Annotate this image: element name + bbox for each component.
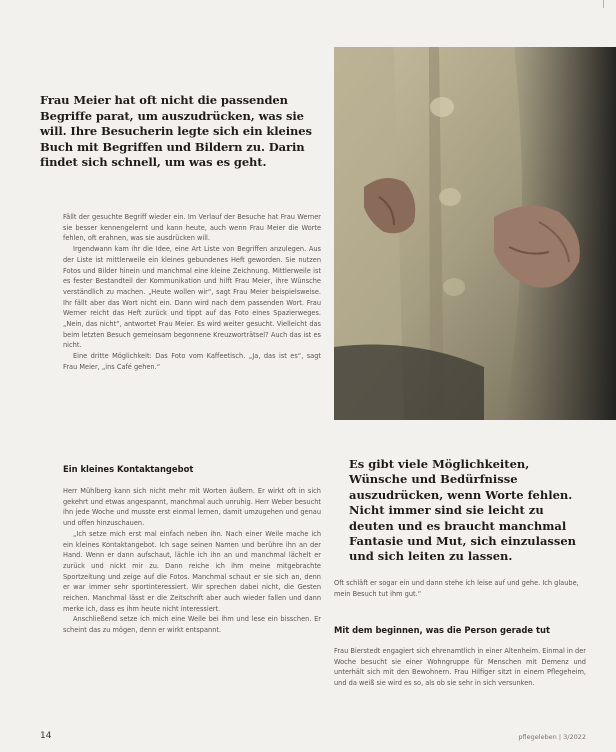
pull-quote: Es gibt viele Möglichkeiten, Wünsche und Bedürfnisse auszudrücken, wenn Worte fehlen. Nicht immer sind sie leicht zu deuten und es braucht manchmal Fantasie und Mut, sich einzulassen und sich leiten zu lassen. — [349, 457, 577, 564]
body-paragraph: Eine dritte Möglichkeit: Das Foto vom Kaffeetisch. „Ja, das ist es“, sagt Frau Meier, „ins Café gehen.“ — [63, 352, 321, 371]
body-column-right-bottom — [334, 646, 586, 689]
lead-paragraph: Frau Meier hat oft nicht die passenden Begriffe parat, um auszudrücken, was sie will. Ihre Besucherin legte sich ein kleines Buch mit Begriffen und Bildern zu. Darin findet sich schnell, um was es geht. — [40, 93, 312, 170]
crop-mark — [603, 0, 604, 8]
body-paragraph: „Ich setze mich erst mal einfach neben ihn. Nach einer Weile mache ich ein kleines Kontaktangebot. Ich sage seinen Namen und berühre ihn an der Hand. Wenn er dann aufschaut, lächle ich ihn an und manchmal lächelt er zurück und nickt mir zu. Dann reiche ich ihm meine mitgebrachte Sportzeitung und zeige auf die Fotos. Manchmal schaut er sie sich an, denn er war immer sehr sportinteressiert. Wir sprechen dabei nicht, die Gesten reichen. Manchmal lässt er die Zeitschrift aber auch wieder fallen und dann merke ich, dass es ihm heute nicht interessiert. — [63, 529, 321, 613]
subheading-left: Ein kleines Kontaktangebot — [63, 464, 194, 474]
body-paragraph: Herr Mühlberg kann sich nicht mehr mit Worten äußern. Er wirkt oft in sich gekehrt und etwas angespannt, manchmal auch unruhig. Herr Weber besucht ihn jede Woche und musste erst einmal lernen, damit umzugehen und genau und offen hinzuschauen. — [63, 487, 321, 528]
footer-publication: pflegeleben | 3/2022 — [518, 733, 586, 741]
body-paragraph: Irgendwann kam ihr die Idee, eine Art Liste von Begriffen anzulegen. Aus der Liste ist mittlerweile ein kleines gebundenes Heft geworden. Sie nutzen Fotos und Bilder hinein und manchmal eine kleine Zeichnung. Mittlerweile ist es fester Bestandteil der Kommunikation und hilft Frau Meier, ihre Wünsche verständlich zu machen. „Heute wollen wir“, sagt Frau Meier beispielsweise. Ihr fällt aber das Wort nicht ein. Dann wird nach dem passenden Wort. Frau Werner reicht das Heft zurück und tippt auf das Foto eines Spazierweges. „Nein, das nicht“, antwortet Frau Meier. Es wird weiter gesucht. Vielleicht das beim letzten Besuch gemeinsam begonnene Kreuzworträtsel? Auch das ist es nicht. — [63, 245, 321, 350]
body-paragraph: Fällt der gesuchte Begriff wieder ein. Im Verlauf der Besuche hat Frau Werner sie besser kennengelernt und kann heute, auch wenn Frau Meier die Worte fehlen, oft erahnen, was sie ausdrücken will. — [63, 213, 321, 243]
photo-hands — [334, 47, 616, 420]
body-column-left-top — [63, 212, 321, 373]
photo-illustration — [334, 47, 616, 420]
body-paragraph: Oft schläft er sogar ein und dann stehe ich leise auf und gehe. Ich glaube, mein Besuch tut ihm gut.“ — [334, 579, 579, 598]
body-column-right-top — [334, 578, 586, 599]
subheading-right: Mit dem beginnen, was die Person gerade tut — [334, 625, 550, 635]
body-column-left-bottom — [63, 486, 321, 636]
body-paragraph: Frau Bierstedt engagiert sich ehrenamtlich in einer Altenheim. Einmal in der Woche besucht sie einer Wohngruppe für Menschen mit Demenz und unterhält sich mit den Bewohnern. Frau Hilfiger sitzt in einem Pflegeheim, und da weiß sie wird es so, als ob sie sehr in sich versunken. — [334, 647, 586, 688]
body-paragraph: Anschließend setze ich mich eine Weile bei ihm und lese ein bisschen. Er scheint das zu mögen, denn er wirkt entspannt. — [63, 615, 321, 635]
page-number: 14 — [40, 731, 52, 741]
